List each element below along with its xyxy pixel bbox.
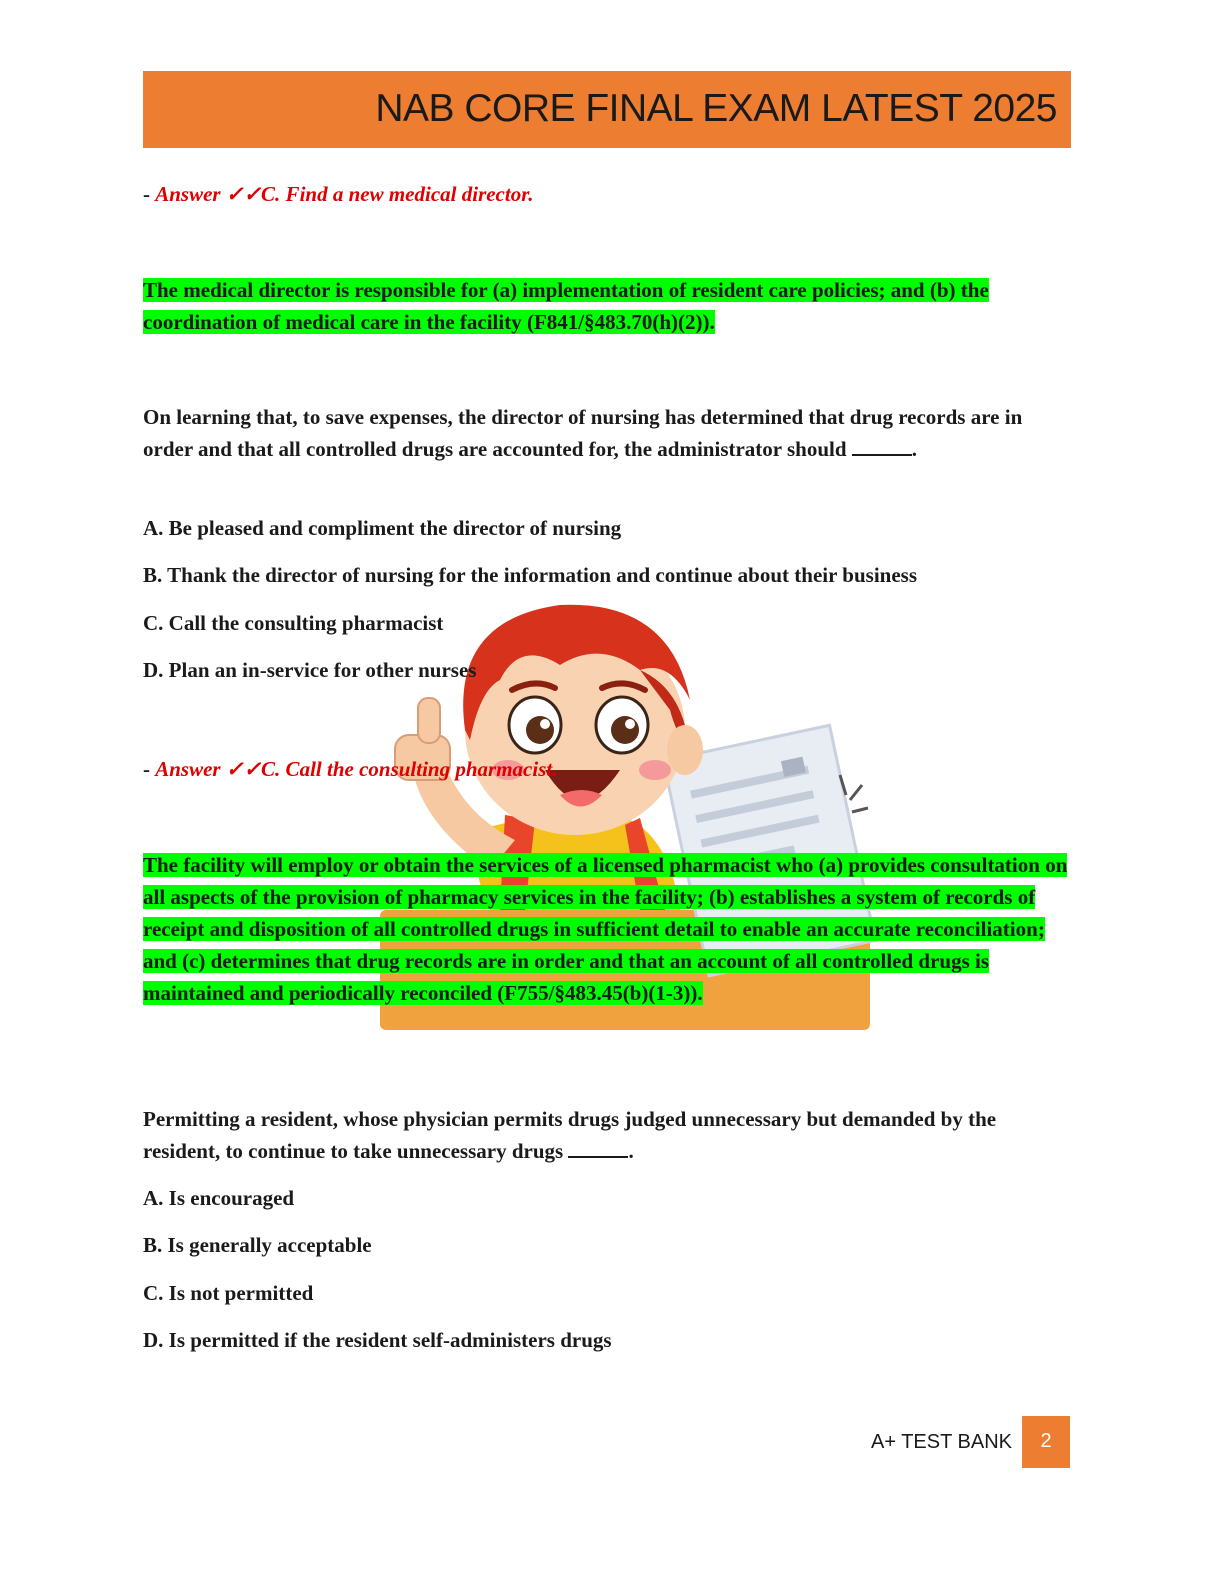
answer-dash: - bbox=[143, 757, 156, 781]
explanation-text: The medical director is responsible for (a) implementation of resident care policies; and (b) the coordination of medical care in the facility (F841/§483.70(h)(2)). bbox=[143, 278, 989, 334]
answer-text: Answer ✓✓C. Call the consulting pharmacist. bbox=[155, 757, 558, 781]
answer-line-1 bbox=[143, 178, 533, 210]
option-2c: C. Call the consulting pharmacist bbox=[143, 611, 444, 635]
question-end: . bbox=[911, 437, 918, 461]
page-number-badge bbox=[1022, 1416, 1070, 1468]
question-end: . bbox=[628, 1139, 634, 1163]
answer-text: Answer ✓✓C. Find a new medical director. bbox=[155, 182, 534, 206]
explanation-1 bbox=[143, 274, 1073, 338]
option-3a: A. Is encouraged bbox=[143, 1186, 295, 1210]
option-2a: A. Be pleased and compliment the director of nursing bbox=[143, 516, 622, 540]
option-3d: D. Is permitted if the resident self-administers drugs bbox=[143, 1328, 612, 1352]
explanation-text: The facility will employ or obtain the services of a licensed pharmacist who (a) provides consultation on all aspects of the provision of pharmacy services in the facility; (b) establishes a system of records of receipt and disposition of all controlled drugs in sufficient detail to enable an accurate reconciliation; and (c) determines that drug records are in order and that an account of all controlled drugs is maintained and periodically reconciled (F755/§483.45(b)(1-3)). bbox=[143, 853, 1068, 1005]
footer-label: A+ TEST BANK bbox=[871, 1431, 1012, 1453]
option-3b: B. Is generally acceptable bbox=[143, 1233, 372, 1257]
question-3-prompt bbox=[143, 1103, 1053, 1167]
page-number: 2 bbox=[1040, 1430, 1052, 1452]
answer-blank bbox=[568, 1138, 628, 1158]
answer-dash: - bbox=[143, 182, 156, 206]
explanation-2 bbox=[143, 849, 1073, 1009]
option-2b: B. Thank the director of nursing for the information and continue about their business bbox=[143, 563, 918, 587]
option-3c: C. Is not permitted bbox=[143, 1281, 314, 1305]
question-text: Permitting a resident, whose physician permits drugs judged unnecessary but demanded by the resident, to continue to take unnecessary drugs bbox=[143, 1107, 997, 1163]
answer-blank bbox=[852, 436, 912, 456]
question-2-prompt bbox=[143, 401, 1043, 465]
header-banner bbox=[143, 71, 1071, 148]
answer-line-2 bbox=[143, 753, 557, 785]
option-2d: D. Plan an in-service for other nurses bbox=[143, 658, 477, 682]
page-title: NAB CORE FINAL EXAM LATEST 2025 bbox=[375, 87, 1057, 130]
question-text: On learning that, to save expenses, the director of nursing has determined that drug records are in order and that all controlled drugs are accounted for, the administrator should bbox=[143, 405, 1023, 461]
